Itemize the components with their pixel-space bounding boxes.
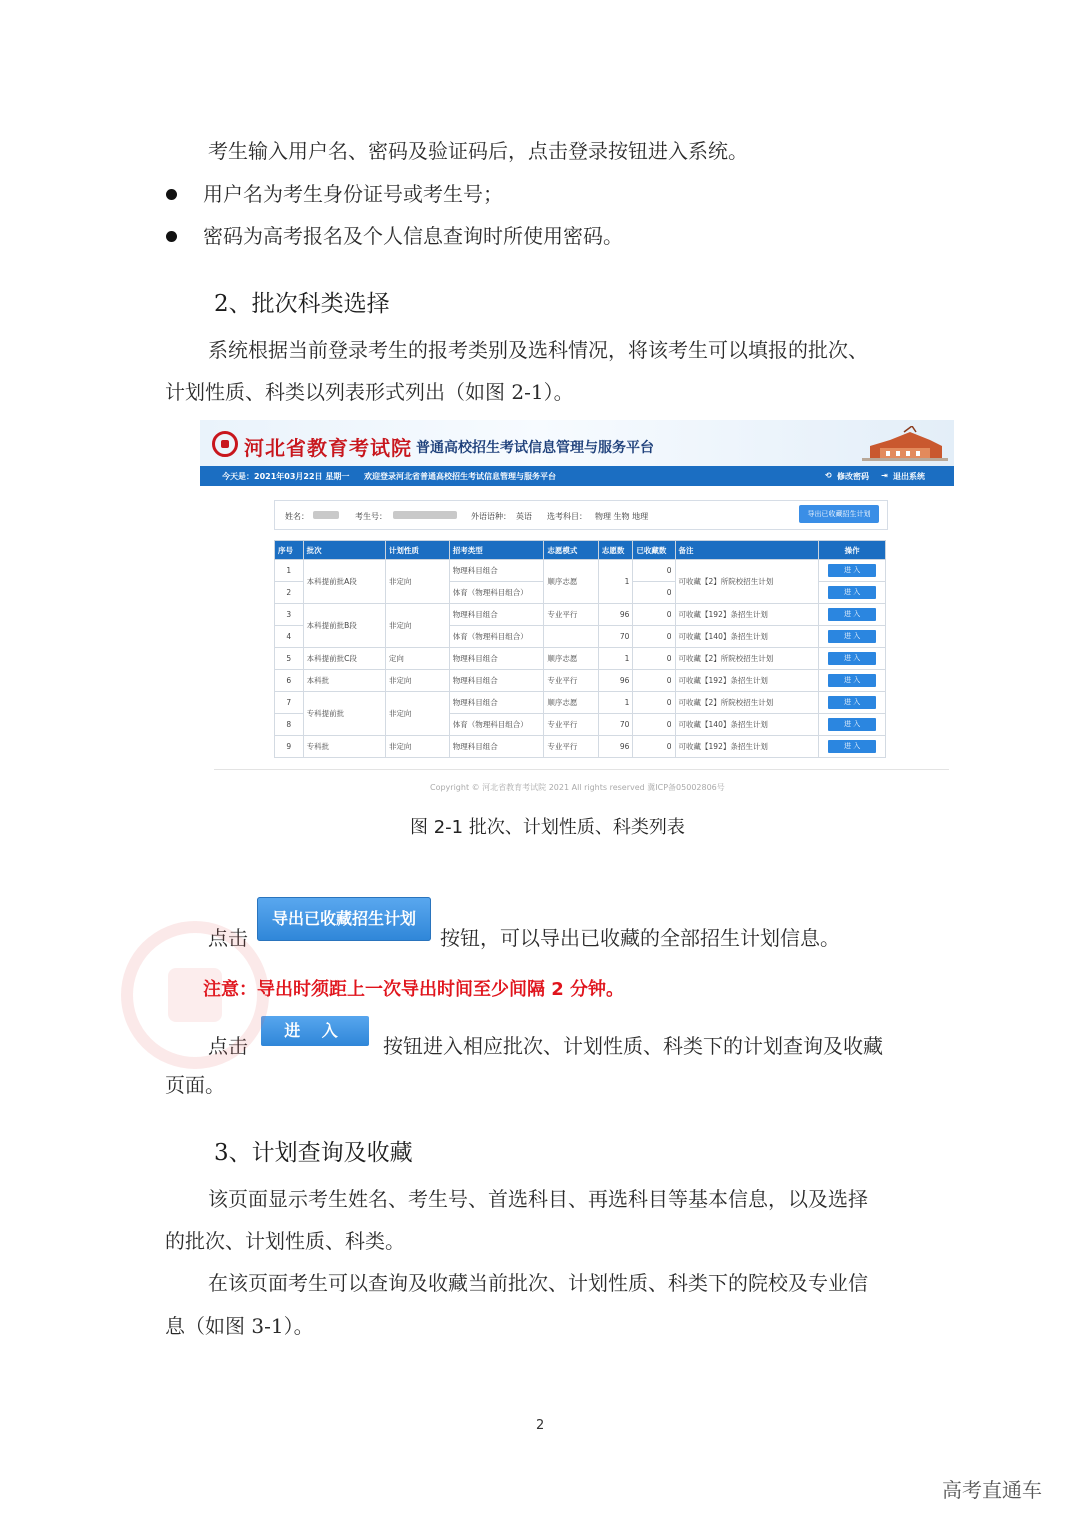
- bullet-password: 密码为高考报名及个人信息查询时所使用密码。: [203, 224, 623, 248]
- section3-para2-cont: 息（如图 3-1）。: [165, 1314, 314, 1338]
- section3-para1: 该页面显示考生姓名、考生号、首选科目、再选科目等基本信息，以及选择: [208, 1187, 868, 1211]
- col-header: 备注: [675, 541, 819, 560]
- table-row: [275, 560, 886, 582]
- table-row: [275, 692, 886, 714]
- table-cell: [819, 736, 886, 758]
- table-cell: 本科提前批A段: [303, 560, 385, 604]
- table-cell: [819, 692, 886, 714]
- table-cell: 0: [633, 714, 675, 736]
- section2-para: 系统根据当前登录考生的报考类别及选科情况，将该考生可以填报的批次、: [208, 338, 868, 362]
- table-cell: 0: [633, 736, 675, 758]
- table-cell: 体育（物理科目组合）: [449, 714, 544, 736]
- table-cell: [819, 582, 886, 604]
- table-cell: 8: [275, 714, 304, 736]
- row-enter-button[interactable]: 进 入: [828, 718, 876, 731]
- table-cell: 专业平行: [544, 604, 598, 626]
- col-header: 已收藏数: [633, 541, 675, 560]
- table-cell: 可收藏【2】所院校招生计划: [675, 648, 819, 670]
- footer-brand: 高考直通车: [942, 1478, 1042, 1502]
- table-cell: 物理科目组合: [449, 670, 544, 692]
- row-enter-button[interactable]: 进 入: [828, 564, 876, 577]
- enter-description-cont: 页面。: [165, 1073, 225, 1097]
- batch-list-table: [274, 540, 886, 758]
- row-enter-button[interactable]: 进 入: [828, 674, 876, 687]
- table-cell: 物理科目组合: [449, 560, 544, 582]
- row-enter-button[interactable]: 进 入: [828, 652, 876, 665]
- nav-bar: [200, 466, 954, 486]
- bullet-username: 用户名为考生身份证号或考生号；: [203, 182, 503, 206]
- table-cell: 顺序志愿: [544, 648, 598, 670]
- table-cell: 可收藏【192】条招生计划: [675, 604, 819, 626]
- table-cell: 物理科目组合: [449, 604, 544, 626]
- section3-heading: 3、计划查询及收藏: [214, 1140, 413, 1166]
- col-header: 操作: [819, 541, 886, 560]
- table-cell: 3: [275, 604, 304, 626]
- table-cell: 96: [598, 736, 632, 758]
- table-cell: 可收藏【140】条招生计划: [675, 714, 819, 736]
- table-cell: 专业平行: [544, 714, 598, 736]
- page-number: 2: [536, 1418, 545, 1433]
- table-cell: 物理科目组合: [449, 648, 544, 670]
- language-label: 外语语种：: [471, 512, 511, 521]
- table-row: [275, 670, 886, 692]
- table-cell: [819, 626, 886, 648]
- table-cell: 顺序志愿: [544, 560, 598, 604]
- table-cell: 0: [633, 626, 675, 648]
- table-cell: 非定向: [385, 692, 449, 736]
- student-info-bar: [274, 500, 888, 530]
- table-cell: 1: [598, 692, 632, 714]
- row-enter-button[interactable]: 进 入: [828, 608, 876, 621]
- table-cell: [819, 604, 886, 626]
- table-cell: 可收藏【192】条招生计划: [675, 736, 819, 758]
- table-cell: 定向: [385, 648, 449, 670]
- row-enter-button[interactable]: 进 入: [828, 696, 876, 709]
- table-cell: 可收藏【2】所院校招生计划: [675, 692, 819, 714]
- export-description: 按钮，可以导出已收藏的全部招生计划信息。: [440, 926, 840, 950]
- redacted-name: [313, 511, 339, 519]
- section2-heading: 2、批次科类选择: [214, 291, 390, 317]
- row-enter-button[interactable]: 进 入: [828, 586, 876, 599]
- table-cell: 专科提前批: [303, 692, 385, 736]
- change-password-link[interactable]: 修改密码: [837, 472, 869, 481]
- section3-para1-cont: 的批次、计划性质、科类。: [165, 1229, 405, 1253]
- figure-2-1-screenshot: [200, 420, 954, 800]
- col-header: 志愿数: [598, 541, 632, 560]
- table-cell: 1: [598, 648, 632, 670]
- table-cell: 2: [275, 582, 304, 604]
- table-cell: 96: [598, 604, 632, 626]
- table-row: [275, 648, 886, 670]
- enter-click-text: 点击: [208, 1034, 248, 1058]
- table-cell: 1: [598, 560, 632, 604]
- enter-description: 按钮进入相应批次、计划性质、科类下的计划查询及收藏: [383, 1034, 883, 1058]
- table-cell: 专业平行: [544, 670, 598, 692]
- table-cell: 1: [275, 560, 304, 582]
- table-cell: 96: [598, 670, 632, 692]
- bullet-dot: [166, 189, 177, 200]
- redacted-exam-number: [393, 511, 457, 519]
- table-cell: [819, 560, 886, 582]
- table-cell: 9: [275, 736, 304, 758]
- table-cell: 7: [275, 692, 304, 714]
- table-cell: [819, 670, 886, 692]
- table-cell: 物理科目组合: [449, 736, 544, 758]
- table-cell: 70: [598, 626, 632, 648]
- table-cell: 0: [633, 692, 675, 714]
- table-cell: 非定向: [385, 604, 449, 648]
- export-favorites-button[interactable]: 导出已收藏招生计划: [257, 897, 431, 941]
- subjects-label: 选考科目：: [547, 512, 587, 521]
- building-illustration-icon: [860, 426, 950, 462]
- table-cell: 0: [633, 560, 675, 582]
- footer-divider: [214, 769, 949, 770]
- col-header: 计划性质: [385, 541, 449, 560]
- table-cell: 本科批: [303, 670, 385, 692]
- table-cell: 非定向: [385, 560, 449, 604]
- table-cell: 专业平行: [544, 736, 598, 758]
- table-row: [275, 604, 886, 626]
- logout-link[interactable]: 退出系统: [893, 472, 925, 481]
- platform-name: 普通高校招生考试信息管理与服务平台: [416, 440, 654, 456]
- table-cell: 4: [275, 626, 304, 648]
- table-cell: 体育（物理科目组合）: [449, 582, 544, 604]
- export-note: 注意：导出时须距上一次导出时间至少间隔 2 分钟。: [203, 979, 625, 1000]
- table-cell: 5: [275, 648, 304, 670]
- table-cell: 顺序志愿: [544, 692, 598, 714]
- enter-button[interactable]: 进 入: [261, 1016, 369, 1046]
- table-cell: 可收藏【2】所院校招生计划: [675, 560, 819, 604]
- table-cell: [819, 648, 886, 670]
- table-cell: 0: [633, 604, 675, 626]
- nav-welcome: 欢迎登录河北省普通高校招生考试信息管理与服务平台: [364, 472, 556, 481]
- exam-authority-logo-icon: [212, 431, 238, 457]
- row-enter-button[interactable]: 进 入: [828, 740, 876, 753]
- org-name: 河北省教育考试院: [244, 436, 412, 460]
- table-cell: 非定向: [385, 670, 449, 692]
- table-cell: 专科批: [303, 736, 385, 758]
- table-cell: 本科提前批B段: [303, 604, 385, 648]
- table-cell: 6: [275, 670, 304, 692]
- table-row: [275, 736, 886, 758]
- table-cell: 非定向: [385, 736, 449, 758]
- subjects-value: 物理 生物 地理: [595, 512, 649, 521]
- table-cell: [544, 626, 598, 648]
- name-label: 姓名：: [285, 512, 309, 521]
- table-cell: 本科提前批C段: [303, 648, 385, 670]
- table-cell: 物理科目组合: [449, 692, 544, 714]
- table-cell: [819, 714, 886, 736]
- section3-para2: 在该页面考生可以查询及收藏当前批次、计划性质、科类下的院校及专业信: [208, 1271, 868, 1295]
- bullet-dot: [166, 231, 177, 242]
- col-header: 志愿模式: [544, 541, 598, 560]
- table-cell: 0: [633, 670, 675, 692]
- table-cell: 70: [598, 714, 632, 736]
- col-header: 批次: [303, 541, 385, 560]
- logout-icon[interactable]: ⇥: [881, 471, 888, 480]
- site-banner: [200, 420, 954, 466]
- table-header-row: [275, 541, 886, 560]
- figure-caption: 图 2-1 批次、计划性质、科类列表: [410, 817, 685, 838]
- nav-date: 今天是：2021年03月22日 星期一: [222, 472, 350, 481]
- exam-number-label: 考生号：: [355, 512, 387, 521]
- col-header: 序号: [275, 541, 304, 560]
- table-cell: 可收藏【192】条招生计划: [675, 670, 819, 692]
- export-favorites-button-small[interactable]: 导出已收藏招生计划: [799, 505, 879, 523]
- language-value: 英语: [516, 512, 532, 521]
- refresh-icon[interactable]: ⟲: [825, 471, 832, 480]
- row-enter-button[interactable]: 进 入: [828, 630, 876, 643]
- copyright-text: Copyright © 河北省教育考试院 2021 All rights reserved 冀ICP备05002806号: [430, 783, 725, 792]
- table-cell: 可收藏【140】条招生计划: [675, 626, 819, 648]
- section2-para-cont: 计划性质、科类以列表形式列出（如图 2-1）。: [165, 380, 574, 404]
- table-cell: 体育（物理科目组合）: [449, 626, 544, 648]
- table-cell: 0: [633, 648, 675, 670]
- export-click-text: 点击: [208, 926, 248, 950]
- col-header: 招考类型: [449, 541, 544, 560]
- intro-line: 考生输入用户名、密码及验证码后，点击登录按钮进入系统。: [208, 139, 748, 163]
- table-cell: 0: [633, 582, 675, 604]
